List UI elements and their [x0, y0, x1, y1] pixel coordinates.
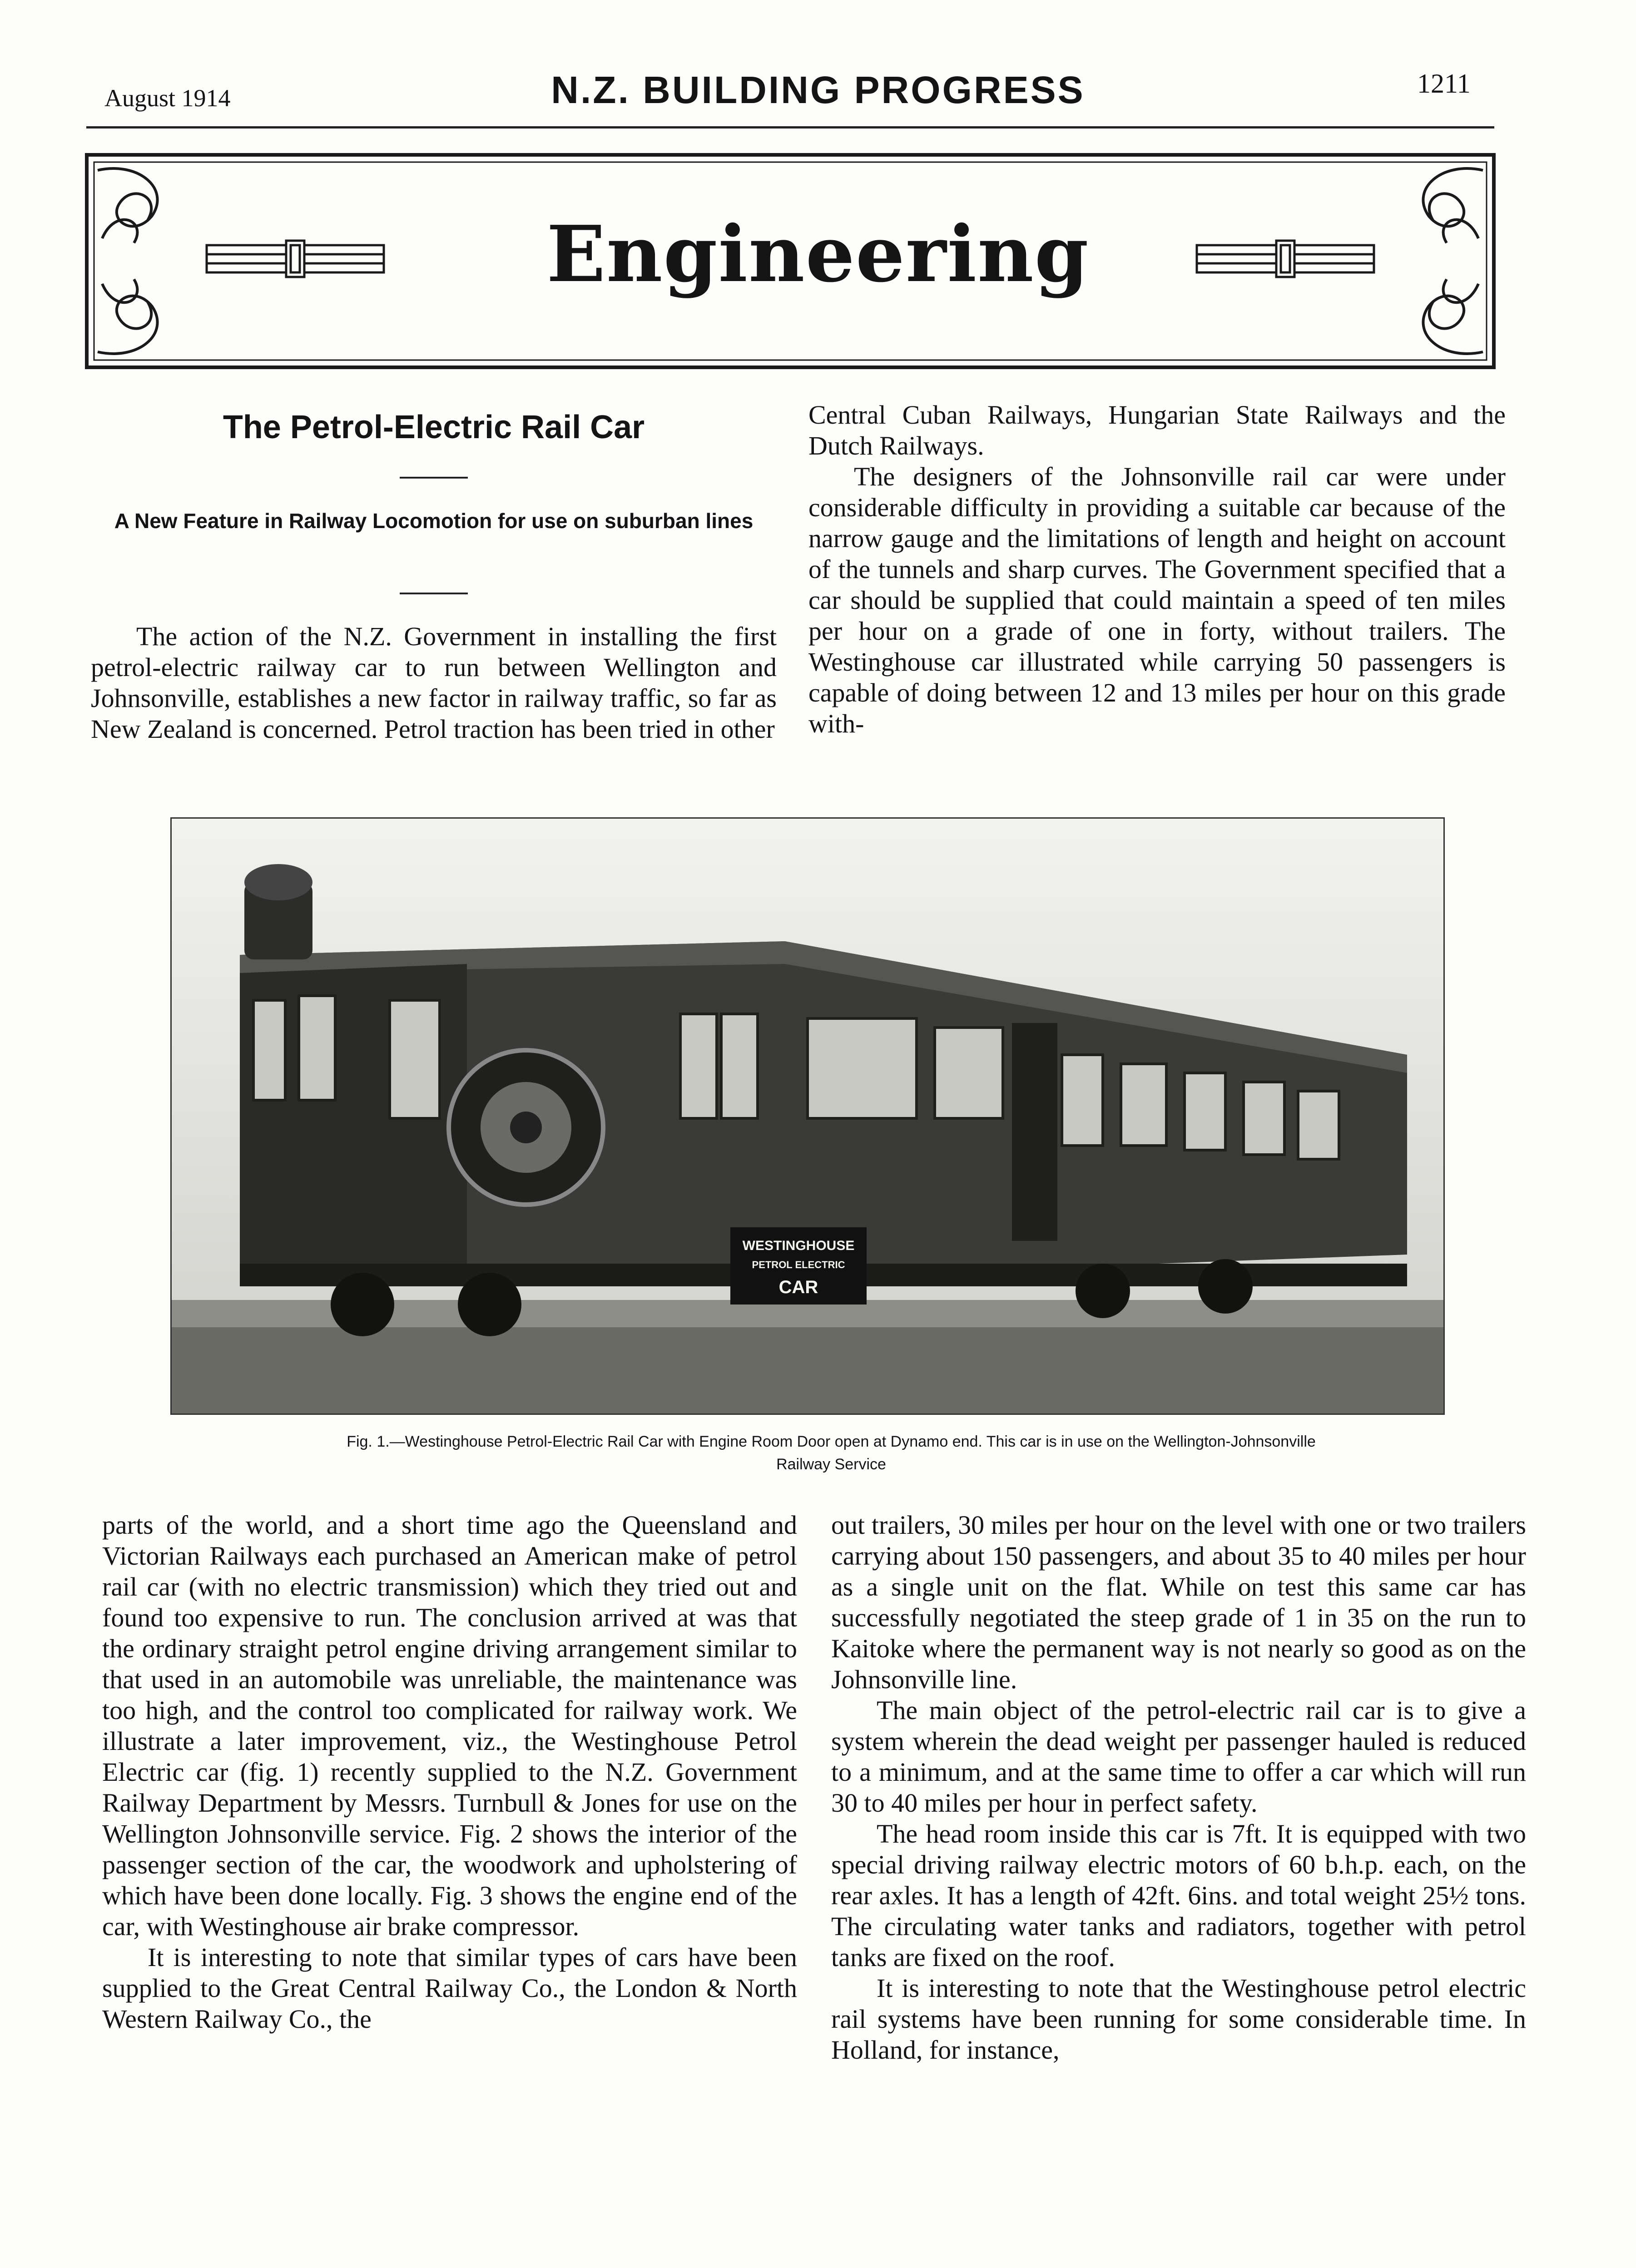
header-rule [86, 126, 1494, 128]
paragraph: The designers of the Johnsonville rail car were under considerable difficulty in providing a suitable car because of the narrow gauge and the limitations of length and height on account of the tunnels and sharp curves. The Government specified that a car should be supplied that could maintain a speed of ten miles per hour on a grade of one in forty, without trailers. The Westinghouse car illustrated while carrying 50 passengers is capable of doing between 12 and 13 miles per hour on this grade with- [808, 462, 1506, 738]
issue-date: August 1914 [104, 84, 231, 112]
paragraph: parts of the world, and a short time ago the Queensland and Victorian Railways each purchased an American make of petrol rail car (with no electric transmission) which they tried out and found too expensive to run. The conclusion arrived at was that the ordinary straight petrol engine driving arrangement similar to that used in an automobile was unreliable, the maintenance was too high, and the control too complicated for railway work. We illustrate a later improvement, viz., the Westinghouse Petrol Electric car (fig. 1) recently supplied to the N.Z. Government Railway Department by Messrs. Turnbull & Jones for use on the Wellington Johnsonville service. Fig. 2 shows the interior of the passenger section of the car, the woodwork and upholstering of which have been done locally. Fig. 3 shows the engine end of the car, with Westinghouse air brake compressor. [102, 1510, 797, 1941]
car-sign-line-2: PETROL ELECTRIC [752, 1259, 845, 1270]
caption-line-2: Railway Service [776, 1456, 886, 1473]
paragraph: It is interesting to note that the Westinghouse petrol electric rail systems have been running for some considerable time. In Holland, for instance, [831, 1973, 1526, 2065]
article-title: The Petrol-Electric Rail Car [223, 409, 645, 445]
section-title: Engineering [546, 209, 1090, 300]
caption-line-1: Fig. 1.—Westinghouse Petrol-Electric Rail Car with Engine Room Door open at Dynamo end. This car is in use on the Wellington-Johnsonville [347, 1433, 1316, 1450]
car-sign-line-1: WESTINGHOUSE [742, 1238, 855, 1253]
title-rule [400, 477, 468, 479]
column-1 [91, 621, 777, 745]
paragraph: It is interesting to note that similar types of cars have been supplied to the Great Central Railway Co., the London & North Western Railway Co., the [102, 1942, 797, 2034]
paragraph: out trailers, 30 miles per hour on the level with one or two trailers carrying about 150 passengers, and about 35 to 40 miles per hour as a single unit on the flat. While on test this same car has successfully negotiated the steep grade of 1 in 35 on the run to Kaitoke where the permanent way is not nearly so good as on the Johnsonville line. [831, 1510, 1526, 1694]
car-sign-line-3: CAR [778, 1277, 818, 1297]
paragraph: The action of the N.Z. Government in installing the first petrol-electric railway car to run between Wellington and Johnsonville, establishes a new factor in railway traffic, so far as New Zealand is concerned. Petrol traction has been tried in other [91, 622, 777, 744]
figure-caption [150, 1430, 1512, 1476]
paragraph: Central Cuban Railways, Hungarian State Railways and the Dutch Railways. [808, 400, 1506, 460]
page-number: 1211 [1417, 69, 1471, 99]
column-3 [102, 1510, 797, 2035]
rail-car-illustration [172, 819, 1443, 1413]
rail-car-photo [170, 817, 1445, 1415]
paragraph: The main object of the petrol-electric rail car is to give a system wherein the dead weight per passenger hauled is reduced to a minimum, and at the same time to offer a car which will run 30 to 40 miles per hour in perfect safety. [831, 1695, 1526, 1818]
subtitle-rule [400, 593, 468, 594]
article-subtitle: A New Feature in Railway Locomotion for use on suburban lines [114, 509, 754, 533]
column-4 [831, 1510, 1526, 2065]
column-2 [808, 400, 1506, 739]
paragraph: The head room inside this car is 7ft. It is equipped with two special driving railway electric motors of 60 b.h.p. each, on the rear axles. It has a length of 42ft. 6ins. and total weight 25½ tons. The circulating water tanks and radiators, together with petrol tanks are fixed on the roof. [831, 1819, 1526, 1972]
publication-title: N.Z. BUILDING PROGRESS [551, 69, 1085, 111]
